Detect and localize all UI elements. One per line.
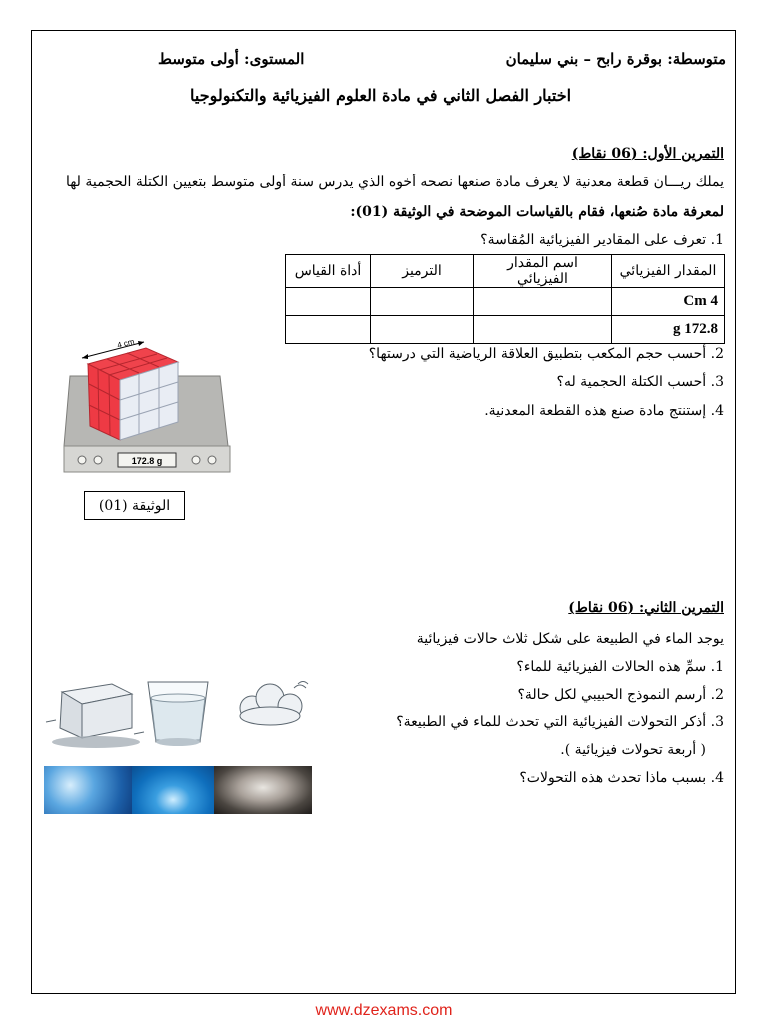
exercise1-intro-line2: لمعرفة مادة صُنعها، فقام بالقياسات الموضحة في الوثيقة (01):: [350, 204, 724, 220]
exercise2-q3: 3. أذكر التحولات الفيزيائية التي تحدث للماء في الطبيعة؟: [396, 714, 724, 730]
exercise1-q1: 1. تعرف على المقادير الفيزيائية المُقاسة؟: [480, 232, 724, 248]
steam-cloud-drawing: [240, 682, 308, 726]
exercise1-heading: التمرين الأول: (06 نقاط): [571, 146, 724, 162]
exercise2-q1: 1. سمِّ هذه الحالات الفيزيائية للماء؟: [516, 659, 724, 675]
scale-display-text: 172.8 g: [131, 456, 163, 466]
table-header: أداة القياس: [286, 255, 371, 288]
scale-button: [192, 456, 200, 464]
table-cell: [286, 288, 371, 316]
exercise1-intro-line1: يملك ريـــان قطعة معدنية لا يعرف مادة صنعها نصحه أخوه الذي يدرس سنة أولى متوسط بتعيين الكتلة الحجمية لها: [65, 174, 724, 190]
exercise1-q2: 2. أحسب حجم المكعب بتطبيق العلاقة الرياضية التي درستها؟: [368, 346, 724, 362]
table-cell: [474, 288, 612, 316]
exercise2-q3-note: ( أربعة تحولات فيزيائية ).: [560, 742, 706, 758]
table-header: اسم المقدار الفيزيائي: [474, 255, 612, 288]
level-label: المستوى: أولى متوسط: [158, 50, 305, 68]
table-cell: [474, 316, 612, 344]
water-states-illustration: [44, 676, 312, 752]
scale-button: [94, 456, 102, 464]
exercise2-heading: التمرين الثاني: (06 نقاط): [568, 600, 724, 616]
table-header-row: [286, 255, 725, 288]
exercise1-q3: 3. أحسب الكتلة الحجمية له؟: [556, 374, 724, 390]
exam-title: اختبار الفصل الثاني في مادة العلوم الفيزيائية والتكنولوجيا: [190, 86, 572, 105]
measurement-table: [285, 254, 725, 344]
table-cell: 172.8 g: [612, 316, 725, 344]
table-cell: [371, 288, 474, 316]
scale-button: [78, 456, 86, 464]
glass-of-water-drawing: [148, 682, 208, 746]
cube-dimension-label: 4 cm: [116, 337, 136, 350]
water-splash-photo: [132, 766, 214, 814]
exercise2-q4: 4. بسبب ماذا تحدث هذه التحولات؟: [519, 770, 724, 786]
ice-photo: [44, 766, 132, 814]
ice-cube-drawing: [46, 684, 144, 748]
exercise2-q2: 2. أرسم النموذج الحبيبي لكل حالة؟: [517, 687, 724, 703]
table-cell: [286, 316, 371, 344]
table-cell: 4 Cm: [612, 288, 725, 316]
table-row: [286, 288, 725, 316]
exercise2-intro: يوجد الماء في الطبيعة على شكل ثلاث حالات فيزيائية: [416, 631, 724, 647]
table-cell: [371, 316, 474, 344]
exercise1-q4: 4. إستنتج مادة صنع هذه القطعة المعدنية.: [484, 403, 724, 419]
cube-on-scale-figure: [60, 336, 235, 482]
scale-button: [208, 456, 216, 464]
table-row: [286, 316, 725, 344]
table-header: المقدار الفيزيائي: [612, 255, 725, 288]
school-name: متوسطة: بوقرة رابح – بني سليمان: [505, 50, 726, 68]
steam-photo: [214, 766, 312, 814]
figure-caption: الوثيقة (01): [84, 491, 185, 520]
table-header: الترميز: [371, 255, 474, 288]
footer-url[interactable]: www.dzexams.com: [315, 1002, 453, 1019]
